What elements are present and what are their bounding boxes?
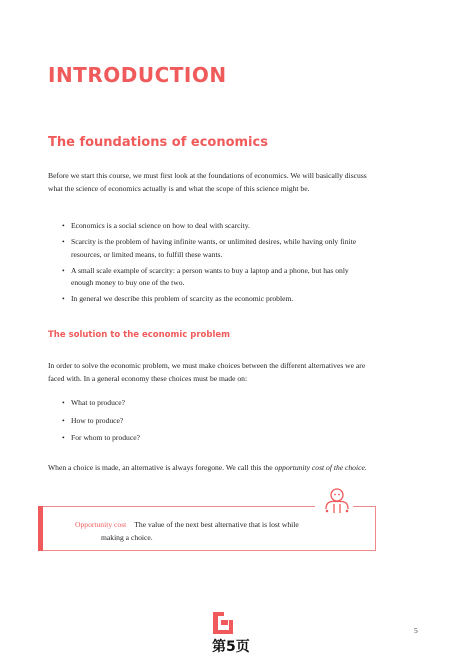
bullet-icon: • (62, 398, 65, 407)
list-item: • How to produce? (62, 415, 372, 428)
bullet-icon: • (62, 433, 65, 442)
definition-text-line1: The value of the next best alternative that is lost while (134, 520, 299, 529)
bullet-icon: • (62, 221, 65, 230)
section-intro-paragraph: Before we start this course, we must first look at the foundations of economics. We will basically discuss what the science of economics actually is and what the scope of this science might be. (48, 171, 367, 193)
emphasis-text: opportunity cost of the choice. (274, 463, 367, 472)
bullet-icon: • (62, 237, 65, 246)
brand-logo-icon (212, 612, 234, 634)
section-title: The foundations of economics (48, 135, 268, 150)
list-item: • Scarcity is the problem of having infinite wants, or unlimited desires, while having only finite resources, or limited means, to fulfill these wants. (62, 237, 357, 259)
definition-text-line2: making a choice. (101, 533, 153, 542)
list-item: • For whom to produce? (62, 432, 372, 445)
scarcity-bullet-list (62, 220, 372, 309)
teacher-icon (322, 486, 352, 516)
questions-bullet-list (62, 397, 372, 450)
definition-accent-bar (38, 506, 43, 551)
definition-content (75, 518, 355, 544)
bullet-icon: • (62, 294, 65, 303)
page-label-cn: 第5页 (212, 639, 250, 655)
opportunity-cost-paragraph: When a choice is made, an alternative is always foregone. We call this the opportunity cost of the choice. (48, 463, 367, 472)
chapter-heading: INTRODUCTION (48, 63, 227, 87)
list-item: • What to produce? (62, 397, 372, 410)
page-number: 5 (414, 626, 418, 635)
list-item: • In general we describe this problem of scarcity as the economic problem. (62, 293, 372, 306)
list-item: • A small scale example of scarcity: a person wants to buy a laptop and a phone, but has only enough money to buy one of the two. (62, 265, 349, 287)
subsection-intro-paragraph: In order to solve the economic problem, we must make choices between the different alternatives we are faced with. In a general economy these choices must be made on: (48, 361, 366, 383)
bullet-icon: • (62, 265, 65, 275)
definition-term: Opportunity cost (75, 520, 127, 529)
bullet-icon: • (62, 415, 65, 425)
subsection-title: The solution to the economic problem (48, 330, 231, 340)
list-item: • Economics is a social science on how to deal with scarcity. (62, 220, 372, 233)
